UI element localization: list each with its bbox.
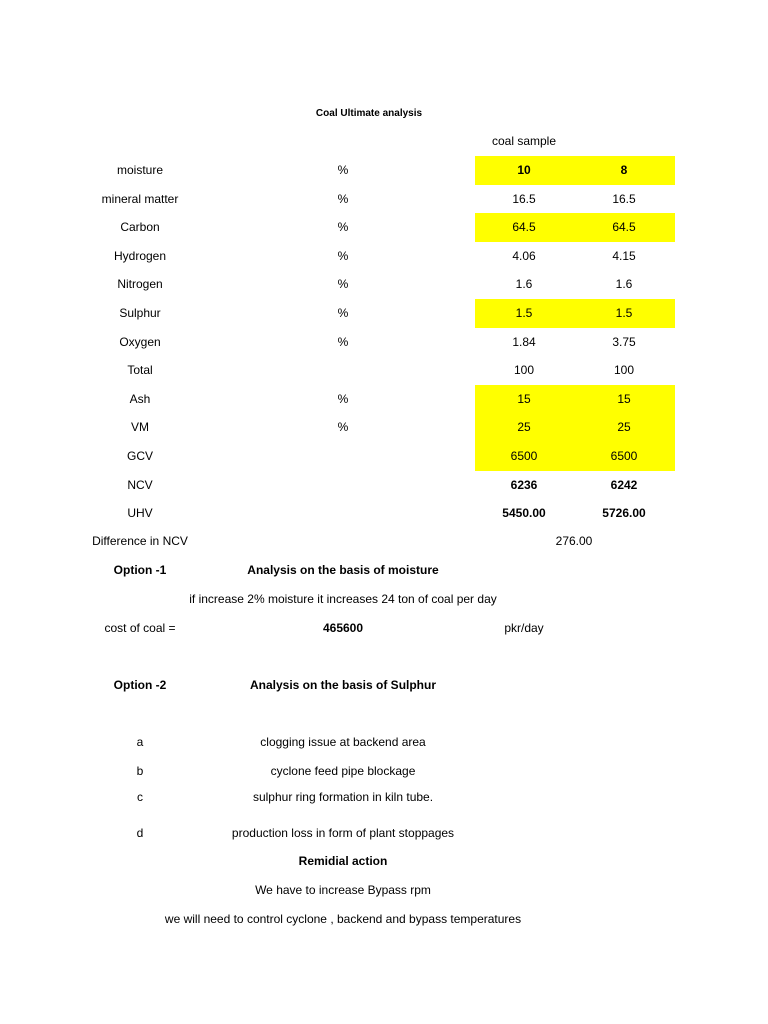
sample1-value: 1.6 — [515, 277, 533, 291]
option2-label: Option -2 — [113, 678, 167, 692]
row-unit: % — [337, 220, 349, 234]
sample-header: coal sample — [491, 134, 557, 148]
sample1-value: 16.5 — [512, 192, 536, 206]
option1-label: Option -1 — [113, 563, 167, 577]
row-highlight — [475, 213, 675, 242]
row-unit: % — [337, 392, 349, 406]
row-label: Carbon — [120, 220, 160, 234]
remedial-line-2: we will need to control cyclone , backend and bypass temperatures — [164, 912, 522, 926]
sample1-value: 15 — [517, 392, 531, 406]
row-unit: % — [337, 420, 349, 434]
remedial-line-1: We have to increase Bypass rpm — [255, 883, 431, 897]
issue-text-a: clogging issue at backend area — [260, 735, 426, 749]
row-label: GCV — [126, 449, 154, 463]
row-label: NCV — [127, 478, 153, 492]
sample2-value: 64.5 — [612, 220, 636, 234]
sample1-value: 64.5 — [512, 220, 536, 234]
sample2-value: 8 — [620, 163, 628, 177]
page-title: Coal Ultimate analysis — [315, 108, 423, 119]
sample2-value: 15 — [617, 392, 631, 406]
issue-letter-a: a — [136, 735, 144, 749]
row-unit: % — [337, 163, 349, 177]
cost-value: 465600 — [322, 621, 364, 635]
issue-text-b: cyclone feed pipe blockage — [270, 764, 416, 778]
sample2-value: 5726.00 — [602, 506, 646, 520]
row-highlight — [475, 299, 675, 328]
row-label: Total — [127, 363, 153, 377]
row-label: VM — [131, 420, 149, 434]
row-label: Ash — [129, 392, 151, 406]
issue-text-c: sulphur ring formation in kiln tube. — [252, 790, 434, 804]
sample2-value: 4.15 — [612, 249, 636, 263]
sample1-value: 10 — [517, 163, 531, 177]
sample1-value: 1.5 — [515, 306, 533, 320]
option1-heading: Analysis on the basis of moisture — [247, 563, 439, 577]
sample2-value: 16.5 — [612, 192, 636, 206]
row-unit: % — [337, 335, 349, 349]
row-label: mineral matter — [101, 192, 179, 206]
row-label: Hydrogen — [113, 249, 167, 263]
sample1-value: 25 — [517, 420, 531, 434]
sample1-value: 100 — [513, 363, 535, 377]
row-label: Sulphur — [119, 306, 161, 320]
issue-letter-c: c — [137, 790, 143, 804]
option1-note: if increase 2% moisture it increases 24 ton of coal per day — [189, 592, 497, 606]
sample1-value: 1.84 — [512, 335, 536, 349]
cost-unit: pkr/day — [504, 621, 544, 635]
option2-heading: Analysis on the basis of Sulphur — [249, 678, 437, 692]
sample1-value: 6500 — [510, 449, 538, 463]
sample2-value: 100 — [613, 363, 635, 377]
sample2-value: 3.75 — [612, 335, 636, 349]
row-unit: % — [337, 249, 349, 263]
issue-text-d: production loss in form of plant stoppages — [231, 826, 455, 840]
difference-label: Difference in NCV — [92, 534, 188, 548]
row-highlight — [475, 442, 675, 471]
issue-letter-d: d — [136, 826, 144, 840]
row-unit: % — [337, 192, 349, 206]
row-unit: % — [337, 277, 349, 291]
cost-label: cost of coal = — [104, 621, 176, 635]
row-label: UHV — [127, 506, 153, 520]
sample2-value: 1.5 — [615, 306, 633, 320]
row-label: moisture — [116, 163, 164, 177]
sample2-value: 25 — [617, 420, 631, 434]
sample1-value: 6236 — [510, 478, 538, 492]
sample2-value: 6242 — [610, 478, 638, 492]
sample2-value: 1.6 — [615, 277, 633, 291]
sample1-value: 4.06 — [512, 249, 536, 263]
row-unit: % — [337, 306, 349, 320]
difference-value: 276.00 — [555, 534, 593, 548]
row-highlight — [475, 156, 675, 185]
row-highlight — [475, 413, 675, 442]
row-label: Nitrogen — [117, 277, 163, 291]
remedial-heading: Remidial action — [298, 854, 388, 868]
row-highlight — [475, 385, 675, 414]
issue-letter-b: b — [136, 764, 144, 778]
sample2-value: 6500 — [610, 449, 638, 463]
sample1-value: 5450.00 — [502, 506, 546, 520]
row-label: Oxygen — [119, 335, 161, 349]
